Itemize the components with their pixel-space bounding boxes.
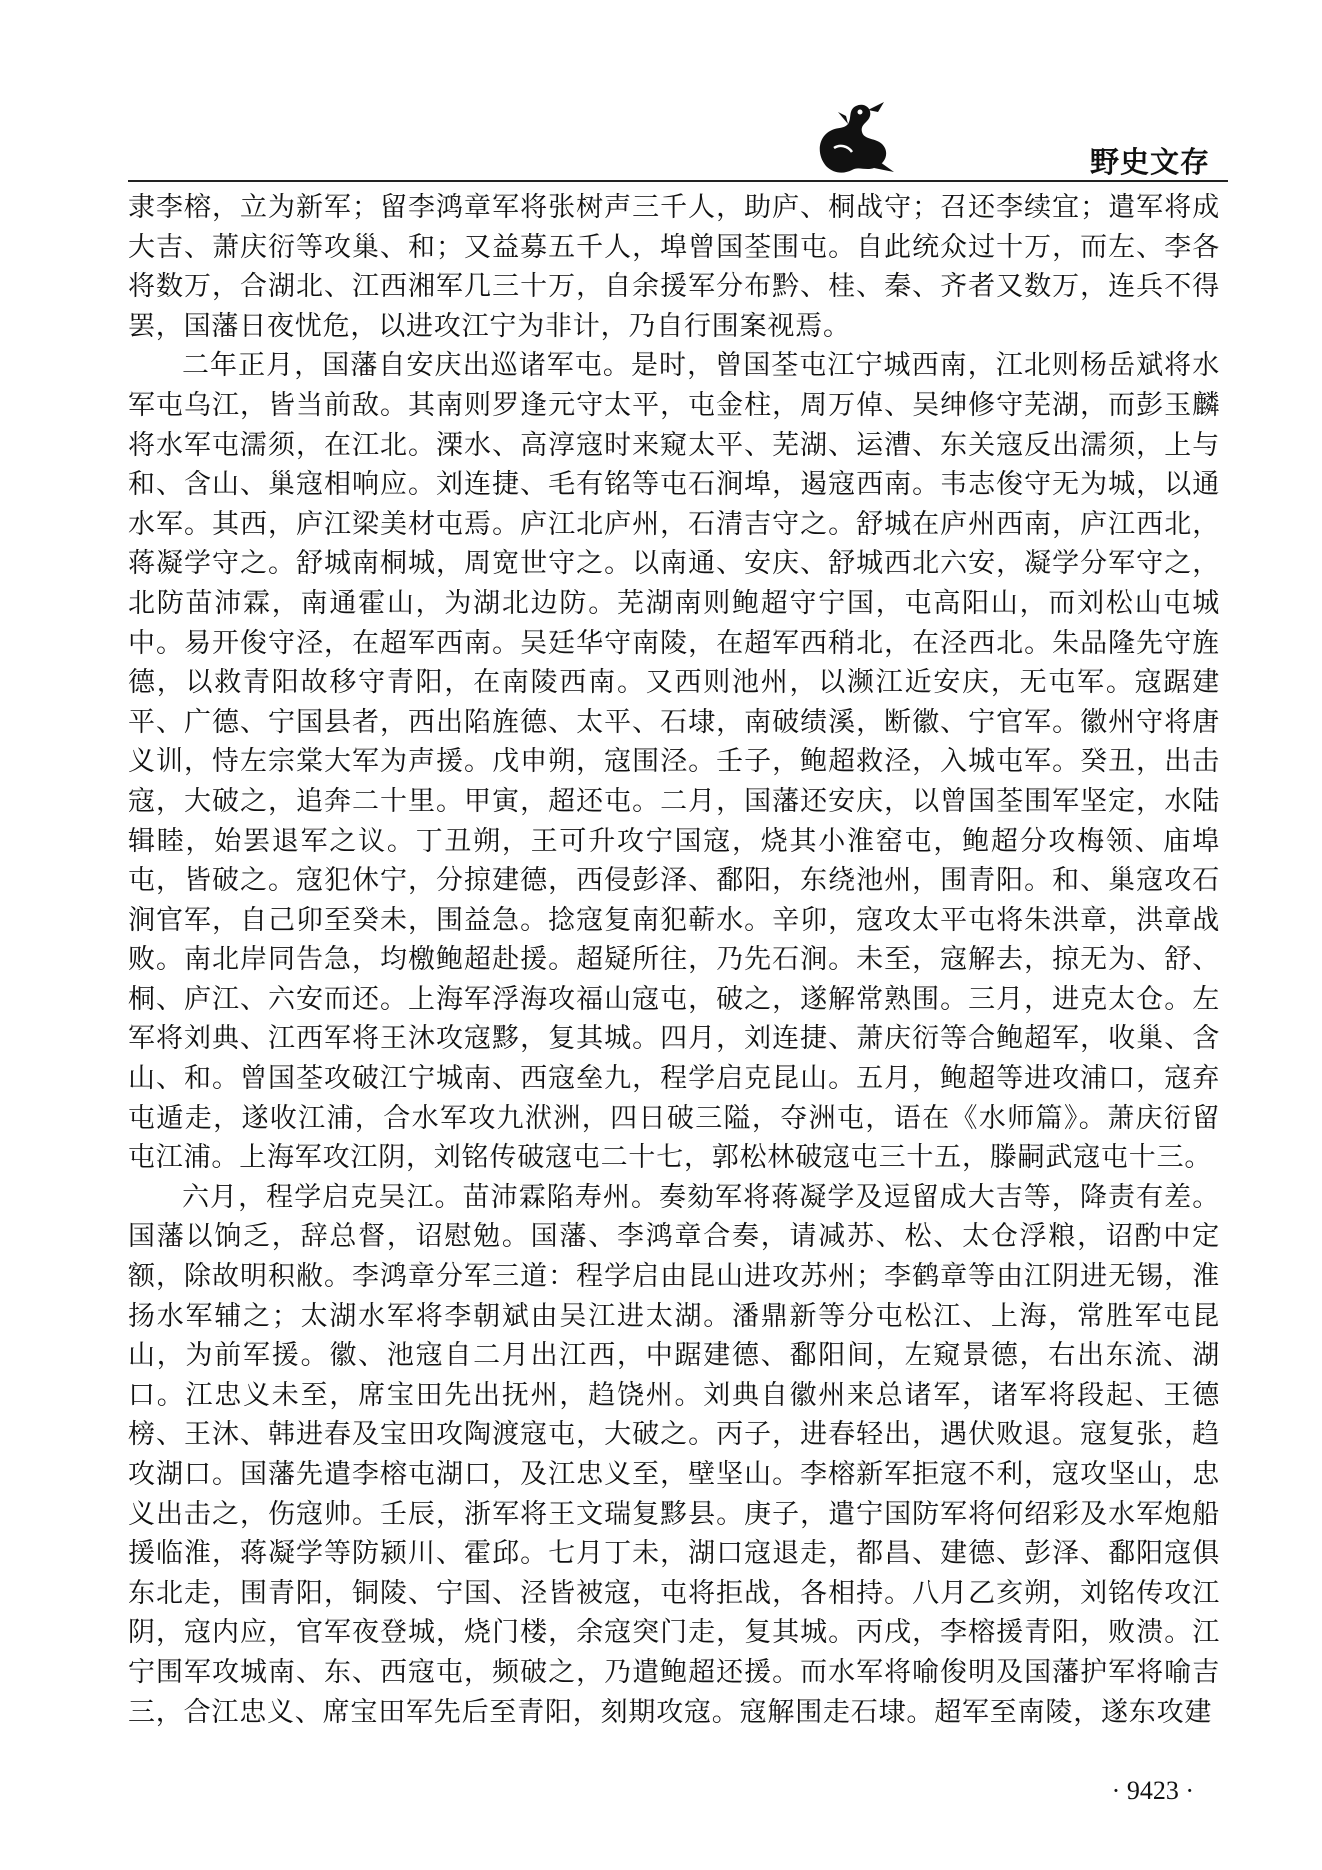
page-number: · 9423 · xyxy=(1111,1776,1194,1805)
body-text xyxy=(128,188,1220,1732)
dragon-emblem-icon xyxy=(808,96,908,176)
header-rule xyxy=(128,180,1228,182)
page-header xyxy=(128,96,1228,182)
paragraph: 二年正月，国藩自安庆出巡诸军屯。是时，曾国荃屯江宁城西南，江北则杨岳斌将水军屯乌江，皆当前敌。其南则罗逢元守太平，屯金柱，周万倬、吴绅修守芜湖，而彭玉麟将水军屯濡须，在江北。溧水、高淳寇时来窥太平、芜湖、运漕、东关寇反出濡须，上与和、含山、巢寇相响应。刘连捷、毛有铭等屯石涧埠，遏寇西南。韦志俊守无为城，以通水军。其西，庐江梁美材屯焉。庐江北庐州，石清吉守之。舒城在庐州西南，庐江西北，蒋凝学守之。舒城南桐城，周宽世守之。以南通、安庆、舒城西北六安，凝学分军守之，北防苗沛霖，南通霍山，为湖北边防。芜湖南则鲍超守宁国，屯高阳山，而刘松山屯城中。易开俊守泾，在超军西南。吴廷华守南陵，在超军西稍北，在泾西北。朱品隆先守旌德，以救青阳故移守青阳，在南陵西南。又西则池州，以濒江近安庆，无屯军。寇踞建平、广德、宁国县者，西出陷旌德、太平、石埭，南破绩溪，断徽、宁官军。徽州守将唐义训，恃左宗棠大军为声援。戊申朔，寇围泾。壬子，鲍超救泾，入城屯军。癸丑，出击寇，大破之，追奔二十里。甲寅，超还屯。二月，国藩还安庆，以曾国荃围军坚定，水陆辑睦，始罢退军之议。丁丑朔，王可升攻宁国寇，烧其小淮窑屯，鲍超分攻梅领、庙埠屯，皆破之。寇犯休宁，分掠建德，西侵彭泽、鄱阳，东绕池州，围青阳。和、巢寇攻石涧官军，自己卯至癸未，围益急。捻寇复南犯蕲水。辛卯，寇攻太平屯将朱洪章，洪章战败。南北岸同告急，均檄鲍超赴援。超疑所往，乃先石涧。未至，寇解去，掠无为、舒、桐、庐江、六安而还。上海军浮海攻福山寇屯，破之，遂解常熟围。三月，进克太仓。左军将刘典、江西军将王沐攻寇黟，复其城。四月，刘连捷、萧庆衍等合鲍超军，收巢、含山、和。曾国荃攻破江宁城南、西寇垒九，程学启克昆山。五月，鲍超等进攻浦口，寇弃屯遁走，遂收江浦，合水军攻九洑洲，四日破三隘，夺洲屯，语在《水师篇》。萧庆衍留屯江浦。上海军攻江阴，刘铭传破寇屯二十七，郭松林破寇屯三十五，滕嗣武寇屯十三。 xyxy=(128,350,1220,1174)
paragraph: 六月，程学启克吴江。苗沛霖陷寿州。奏劾军将蒋凝学及逗留成大吉等，降责有差。国藩以饷乏，辞总督，诏慰勉。国藩、李鸿章合奏，请减苏、松、太仓浮粮，诏酌中定额，除故明积敝。李鸿章分军三道：程学启由昆山进攻苏州；李鹤章等由江阴进无锡，淮扬水军辅之；太湖水军将李朝斌由吴江进太湖。潘鼎新等分屯松江、上海，常胜军屯昆山，为前军援。徽、池寇自二月出江西，中踞建德、鄱阳间，左窥景德，右出东流、湖口。江忠义未至，席宝田先出抚州，趋饶州。刘典自徽州来总诸军，诸军将段起、王德榜、王沐、韩进春及宝田攻陶渡寇屯，大破之。丙子，进春轻出，遇伏败退。寇复张，趋攻湖口。国藩先遣李榕屯湖口，及江忠义至，壁坚山。李榕新军拒寇不利，寇攻坚山，忠义出击之，伤寇帅。壬辰，浙军将王文瑞复黟县。庚子，遣宁国防军将何绍彩及水军炮船援临淮，蒋凝学等防颍川、霍邱。七月丁未，湖口寇退走，都昌、建德、彭泽、鄱阳寇俱东北走，围青阳，铜陵、宁国、泾皆被寇，屯将拒战，各相持。八月乙亥朔，刘铭传攻江阴，寇内应，官军夜登城，烧门楼，余寇突门走，复其城。丙戌，李榕援青阳，败溃。江宁围军攻城南、东、西寇屯，频破之，乃遣鲍超还援。而水军将喻俊明及国藩护军将喻吉三，合江忠义、席宝田军先后至青阳，刻期攻寇。寇解围走石埭。超军至南陵，遂东攻建 xyxy=(128,1181,1220,1728)
series-title: 野史文存 xyxy=(1089,145,1210,179)
paragraph: 隶李榕，立为新军；留李鸿章军将张树声三千人，助庐、桐战守；召还李续宜；遣军将成大吉、萧庆衍等攻巢、和；又益募五千人，埠曾国荃围屯。自此统众过十万，而左、李各将数万，合湖北、江西湘军几三十万，自余援军分布黔、桂、秦、齐者又数万，连兵不得罢，国藩日夜忧危，以进攻江宁为非计，乃自行围案视焉。 xyxy=(128,192,1220,342)
